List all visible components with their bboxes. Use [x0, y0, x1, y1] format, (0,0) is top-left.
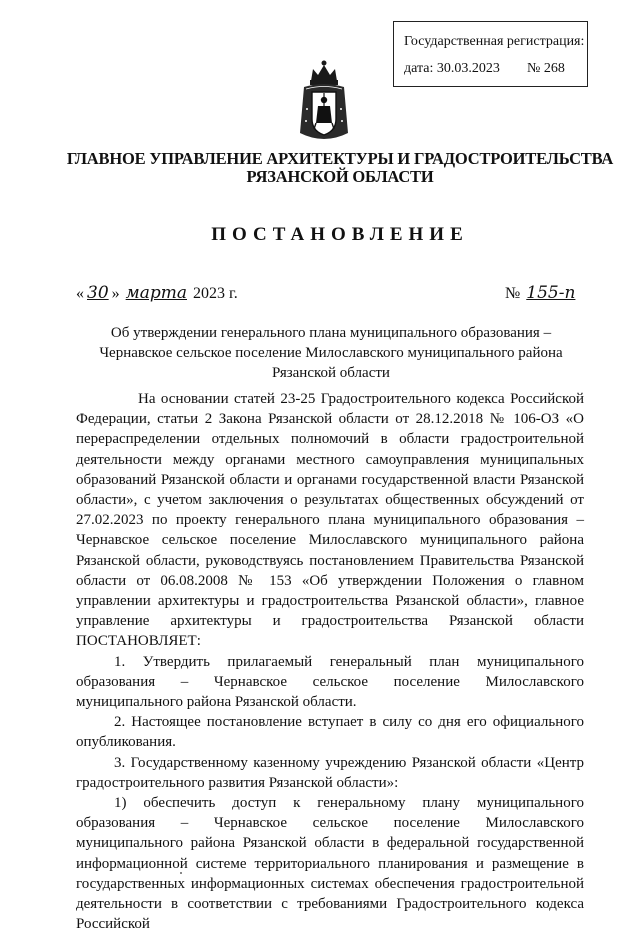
subject-line1: Об утверждении генерального плана муниципального образования – — [110, 325, 552, 341]
document-number — [505, 283, 577, 303]
document-type: ПОСТАНОВЛЕНИЕ — [211, 224, 469, 245]
preamble-paragraph: На основании статей 23-25 Градостроительного кодекса Российской Федерации, статьи 2 Закона Рязанской области от 28.12.2018 № 106-ОЗ «О перераспределении отдельных полномочий в области градостроительной деятельности между органами местного самоуправления муниципальных образований Рязанской области и органами государственной власти Рязанской области», с учетом заключения о результатах общественных обсуждений от 27.02.2023 по проекту генерального плана муниципального образования – Чернавское сельское поселение Милославского муниципального района Рязанской области, руководствуясь постановлением Правительства Рязанской области от 06.08.2008 № 153 «Об утверждении Положения о главном управлении архитектуры и градостроительства Рязанской области», главное управление архитектуры и градостроительства Рязанской области ПОСТАНОВЛЯЕТ: — [76, 391, 584, 650]
number-prefix: № — [505, 285, 521, 302]
registration-title: Государственная регистрация: — [404, 34, 585, 49]
org-title-line1: ГЛАВНОЕ УПРАВЛЕНИЕ АРХИТЕКТУРЫ И ГРАДОСТРОИТЕЛЬСТВА — [66, 149, 614, 168]
number-value: 155-п — [526, 283, 576, 303]
org-title-line2: РЯЗАНСКОЙ ОБЛАСТИ — [246, 167, 434, 186]
scan-speck — [180, 872, 182, 874]
item-3-paragraph: 3. Государственному казенному учреждению Рязанской области «Центр градостроительного развития Рязанской области»: — [76, 754, 584, 791]
date-month: марта — [125, 283, 188, 303]
registration-date: дата: 30.03.2023 — [404, 61, 500, 76]
date-quote-close: » — [111, 285, 120, 302]
subject-line2: Чернавское сельское поселение Милославского муниципального района — [99, 345, 563, 361]
subject-line3: Рязанской области — [272, 365, 390, 381]
registration-number: № 268 — [527, 61, 565, 76]
registration-stamp — [393, 21, 588, 87]
date-year: 2023 г. — [193, 285, 238, 302]
date-day: 30 — [87, 283, 109, 303]
item-1-paragraph: 1. Утвердить прилагаемый генеральный план муниципального образования – Чернавское сельское поселение Милославского муниципального района Рязанской области. — [76, 653, 584, 711]
item-3-1-paragraph: 1) обеспечить доступ к генеральному плану муниципального образования – Чернавское сельское поселение Милославского муниципального района Рязанской области в федеральной государственной информационной системе территориального планирования и размещение в государственных информационных системах обеспечения градостроительной деятельности в соответствии с требованиями Градостроительного кодекса Российской — [76, 795, 584, 933]
document-date — [76, 283, 238, 303]
document-body — [76, 389, 584, 934]
coat-of-arms-icon — [297, 59, 351, 145]
item-2-paragraph: 2. Настоящее постановление вступает в силу со дня его официального опубликования. — [76, 714, 584, 751]
date-quote-open: « — [76, 285, 84, 302]
